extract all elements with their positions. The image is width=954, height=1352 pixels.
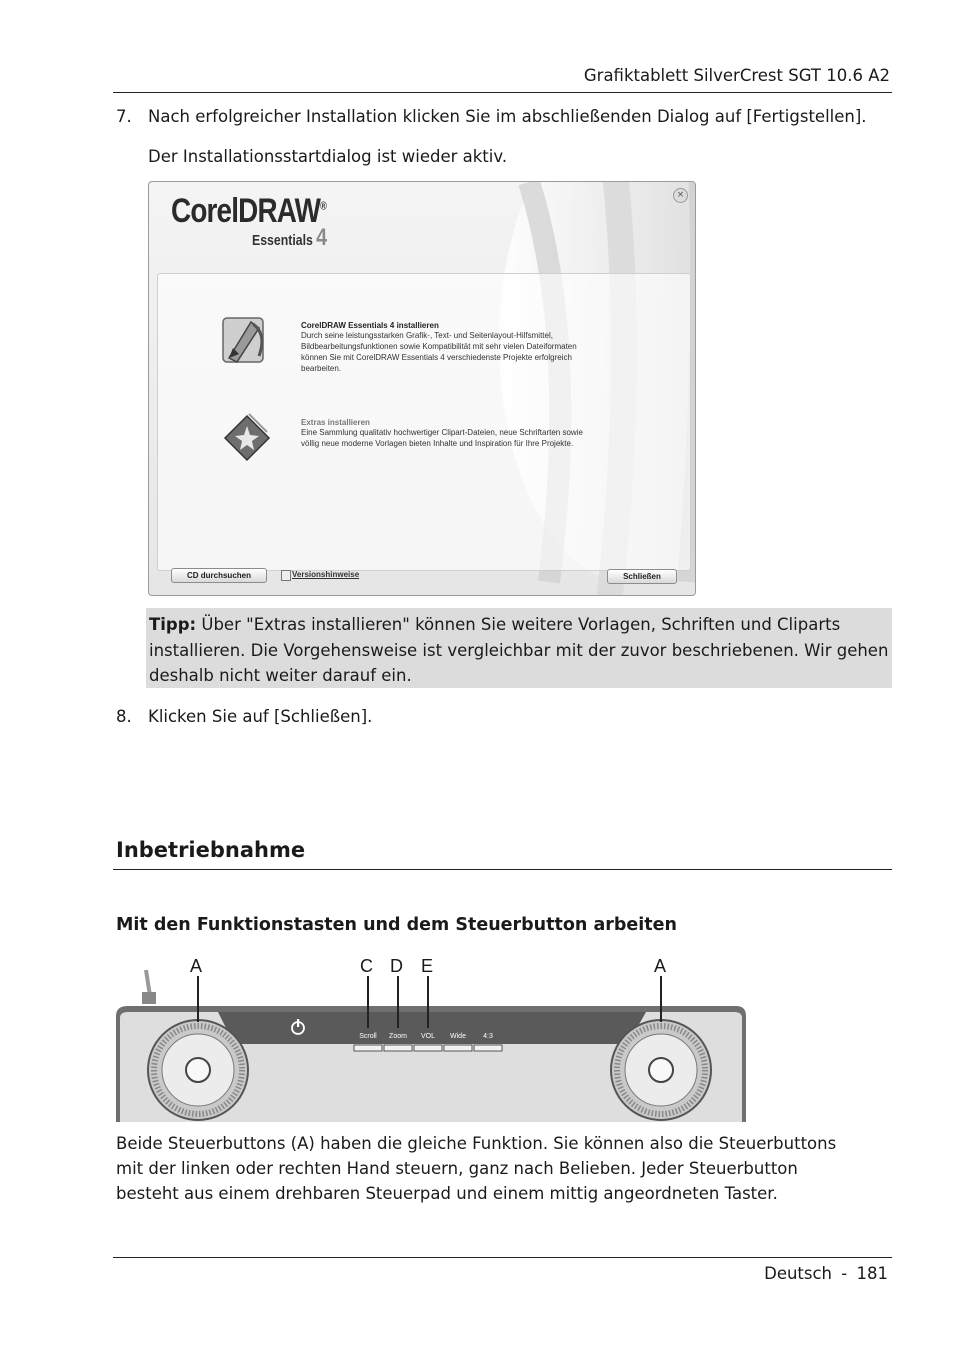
option-install-desc-line: Durch seine leistungsstarken Grafik-, Text- und Seitenlayout-Hilfsmittel, xyxy=(301,331,553,340)
option-install-coreldraw[interactable] xyxy=(301,321,641,374)
option-install-desc-line: können Sie mit CorelDRAW Essentials 4 verschiedenste Projekte erfolgreich xyxy=(301,353,572,362)
callout-a-left: A xyxy=(190,956,203,976)
footer-separator: - xyxy=(841,1264,848,1283)
page-footer xyxy=(764,1264,888,1283)
running-header: Grafiktablett SilverCrest SGT 10.6 A2 xyxy=(583,66,890,85)
step-8-number: 8. xyxy=(116,707,132,726)
tip-text xyxy=(149,612,891,689)
option-install-desc-line: bearbeiten. xyxy=(301,364,342,373)
body-paragraph: Beide Steuerbuttons (A) haben die gleiche Funktion. Sie können also die Steuerbuttons mit der linken oder rechten Hand steuern, ganz nach Belieben. Jeder Steuerbutton besteht aus einem drehbaren Steuerpad und einem mittig angeordneten Taster. xyxy=(116,1134,837,1203)
key-label-scroll: Scroll xyxy=(359,1033,377,1040)
coreldraw-install-dialog xyxy=(148,181,696,596)
key-label-4-3: 4:3 xyxy=(483,1033,493,1040)
section-title: Inbetriebnahme xyxy=(116,838,306,862)
logo-text: CorelDRAW xyxy=(171,192,321,230)
logo-registered-mark: ® xyxy=(320,200,326,213)
option-extras[interactable] xyxy=(301,418,641,449)
step-7-number: 7. xyxy=(116,107,132,126)
footer-rule xyxy=(113,1257,892,1258)
step-8-text: Klicken Sie auf [Schließen]. xyxy=(148,707,373,726)
step-7-followup: Der Installationsstartdialog ist wieder aktiv. xyxy=(148,147,508,166)
section-rule xyxy=(113,869,892,870)
callout-e: E xyxy=(421,956,434,976)
callout-a-right: A xyxy=(654,956,667,976)
option-extras-title: Extras installieren xyxy=(301,418,370,427)
logo-version: 4 xyxy=(316,224,328,251)
release-notes-link[interactable]: Versionshinweise xyxy=(292,570,360,579)
callout-d: D xyxy=(390,956,403,976)
logo-subtitle xyxy=(252,224,327,252)
option-install-desc-line: Bildbearbeitungsfunktionen sowie Kompatibilität mit sehr vielen Dateiformaten xyxy=(301,342,577,351)
subsection-title: Mit den Funktionstasten und dem Steuerbutton arbeiten xyxy=(116,915,677,935)
document-icon xyxy=(281,570,291,581)
key-label-vol: VOL xyxy=(420,1033,435,1040)
option-extras-desc-line: völlig neue moderne Vorlagen bieten Inhalte und Inspiration für Ihre Projekte. xyxy=(301,439,574,448)
tip-label: Tipp: xyxy=(149,615,197,634)
header-rule xyxy=(113,92,892,93)
page-number: 181 xyxy=(856,1264,888,1283)
key-label-zoom: Zoom xyxy=(389,1033,407,1040)
tablet-function-keys-figure xyxy=(116,956,748,1122)
step-7-text: Nach erfolgreicher Installation klicken Sie im abschließenden Dialog auf [Fertigstellen]. xyxy=(148,107,867,126)
callout-c: C xyxy=(360,956,373,976)
extras-star-icon[interactable] xyxy=(219,408,275,464)
install-pen-icon[interactable] xyxy=(219,312,275,368)
cd-browse-button[interactable]: CD durchsuchen xyxy=(171,568,267,583)
key-label-wide: Wide xyxy=(450,1033,466,1040)
option-extras-desc-line: Eine Sammlung qualitativ hochwertiger Clipart-Dateien, neue Schriftarten sowie xyxy=(301,428,583,437)
option-install-title: CorelDRAW Essentials 4 installieren xyxy=(301,321,439,330)
close-button[interactable]: Schließen xyxy=(607,569,677,584)
footer-language: Deutsch xyxy=(764,1264,833,1283)
tip-body: Über "Extras installieren" können Sie weitere Vorlagen, Schriften und Cliparts installieren. Die Vorgehensweise ist vergleichbar mit der zuvor beschriebenen. Wir gehen deshalb nicht weiter darauf ein. xyxy=(149,615,889,685)
dialog-close-icon[interactable]: × xyxy=(673,188,688,203)
logo-sub-text: Essentials xyxy=(252,232,313,249)
